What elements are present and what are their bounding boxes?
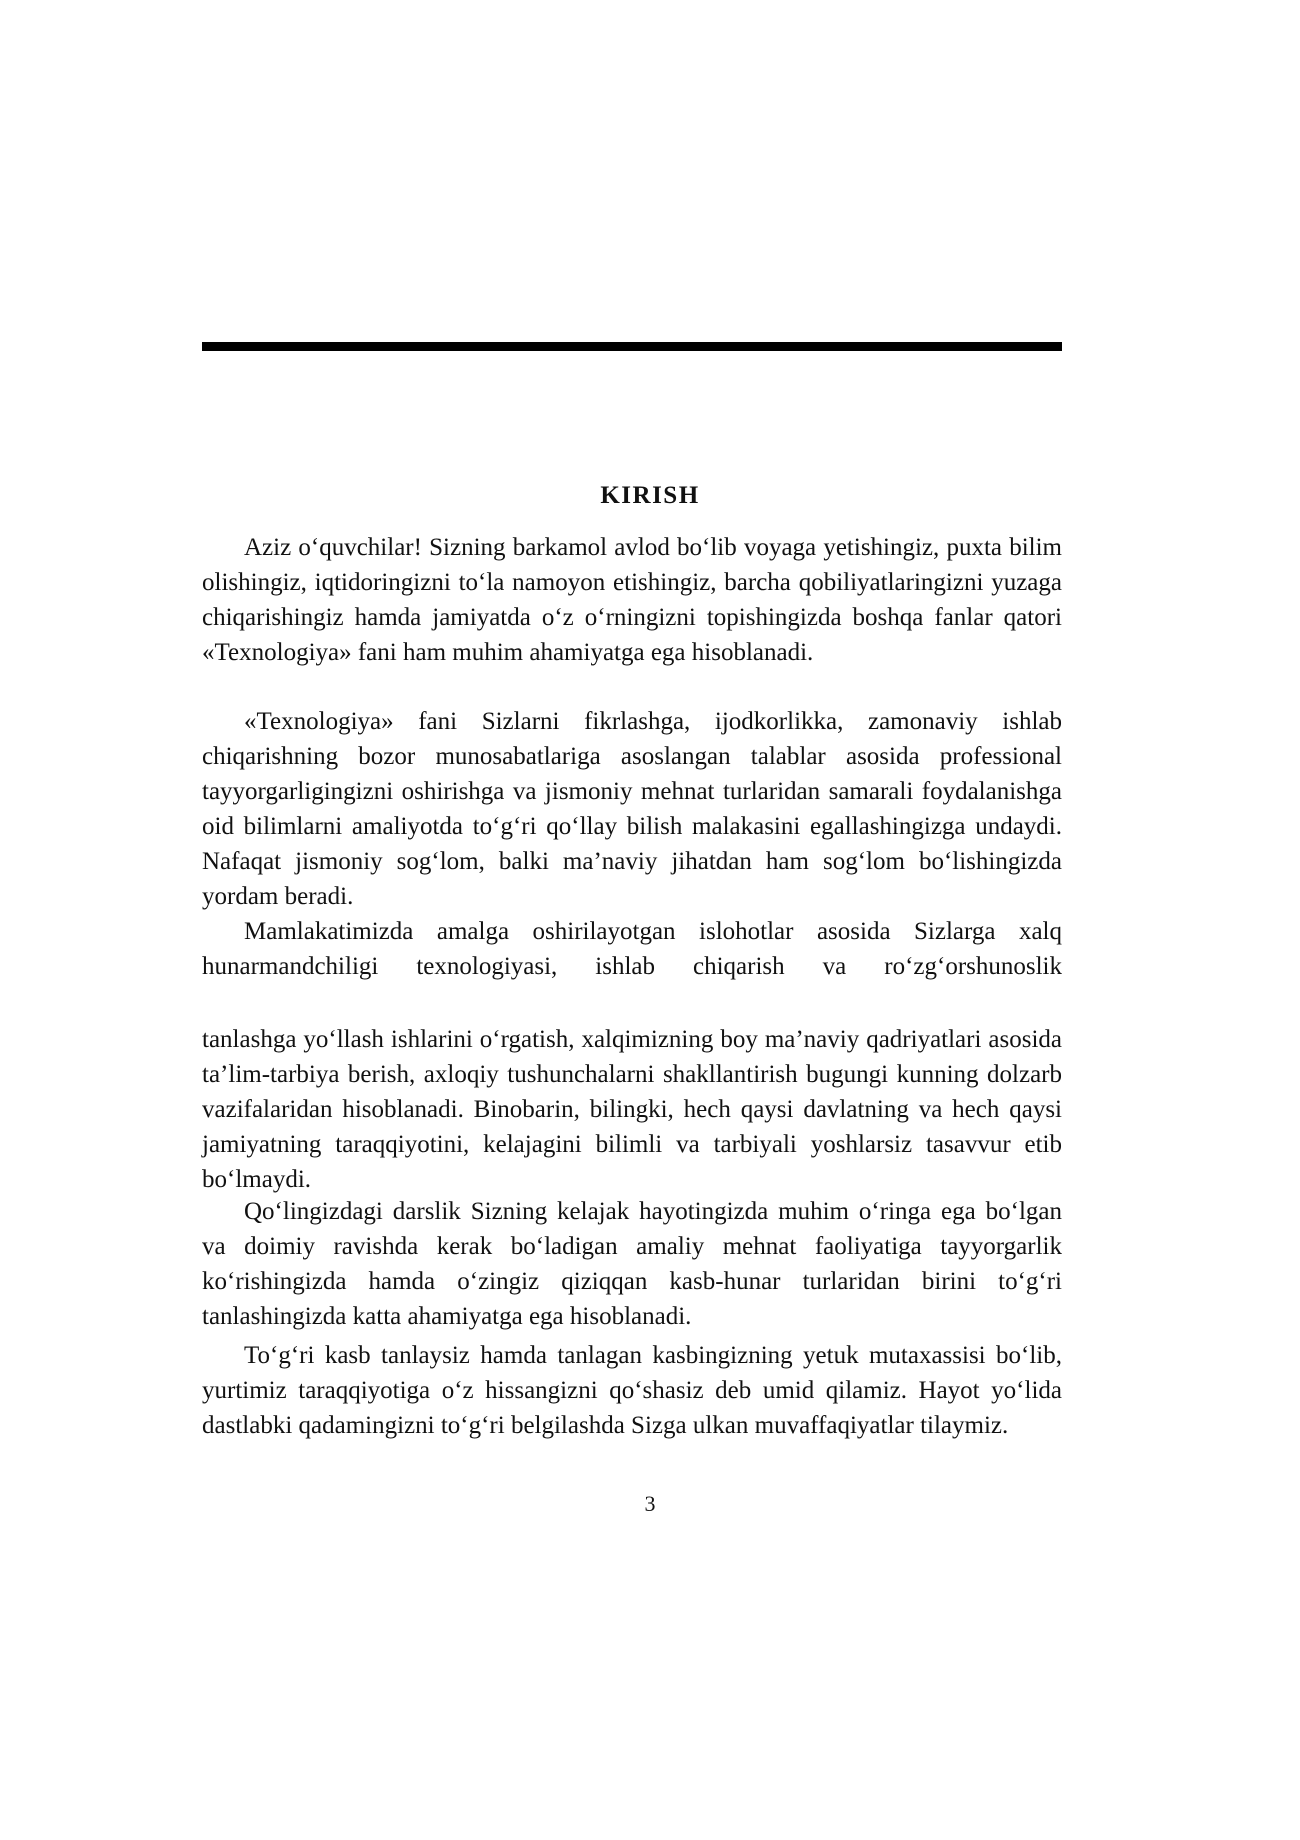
paragraph-4: tanlashga yo‘llash ishlarini o‘rgatish, xalqimizning boy ma’naviy qadriyatlari asosida ta’lim-tarbiya berish, axloqiy tushunchalarni shakllantirish bugungi kunning dolzarb vazifalaridan hisoblanadi. Binobarin, bilingki, hech qaysi davlatning va hech qaysi jamiyatning taraqqiyotini, kelajagini bilimli va tarbiyali yoshlarsiz tasavvur etib bo‘lmaydi. xyxy=(202,1026,1062,1193)
page-number: 3 xyxy=(644,1491,656,1516)
page-title: KIRISH xyxy=(600,481,700,509)
paragraph-2: «Texnologiya» fani Sizlarni fikrlashga, ijodkorlikka, zamonaviy ishlab chiqarishning bozor munosabatlariga asoslangan talablar asosida professional tayyorgarligingizni oshirishga va jismoniy mehnat turlaridan samarali foydalanishga oid bilimlarni amaliyotda to‘g‘ri qo‘llay bilish malakasini egallashingizga undaydi. Nafaqat jismoniy sog‘lom, balki ma’naviy jihatdan ham sog‘lom bo‘lishingizda yordam beradi. xyxy=(202,708,1062,910)
paragraph-3: Mamlakatimizda amalga oshirilayotgan islohotlar asosida Sizlarga xalq hunarmandchiligi texnologiyasi, ishlab chiqarish va ro‘zg‘orshunoslik xyxy=(202,918,1062,980)
paragraph-1: Aziz o‘quvchilar! Sizning barkamol avlod bo‘lib voyaga yetishingiz, puxta bilim olishingiz, iqtidoringizni to‘la namoyon etishingiz, barcha qobiliyatlaringizni yuzaga chiqarishingiz hamda jamiyatda o‘z o‘rningizni topishingizda boshqa fanlar qatori «Texnologiya» fani ham muhim ahamiyatga ega hisoblanadi. xyxy=(202,534,1062,666)
paragraph-6: To‘g‘ri kasb tanlaysiz hamda tanlagan kasbingizning yetuk mutaxassisi bo‘lib, yurtimiz taraqqiyotiga o‘z hissangizni qo‘shasiz deb umid qilamiz. Hayot yo‘lida dastlabki qadamingizni to‘g‘ri belgilashda Sizga ulkan muvaffaqiyatlar tilaymiz. xyxy=(202,1342,1062,1439)
top-rule xyxy=(202,342,1062,351)
paragraph-5: Qo‘lingizdagi darslik Sizning kelajak hayotingizda muhim o‘ringa ega bo‘lgan va doimiy ravishda kerak bo‘ladigan amaliy mehnat faoliyatiga tayyorgarlik ko‘rishingizda hamda o‘zingiz qiziqqan kasb-hunar turlaridan birini to‘g‘ri tanlashingizda katta ahamiyatga ega hisoblanadi. xyxy=(202,1198,1062,1330)
